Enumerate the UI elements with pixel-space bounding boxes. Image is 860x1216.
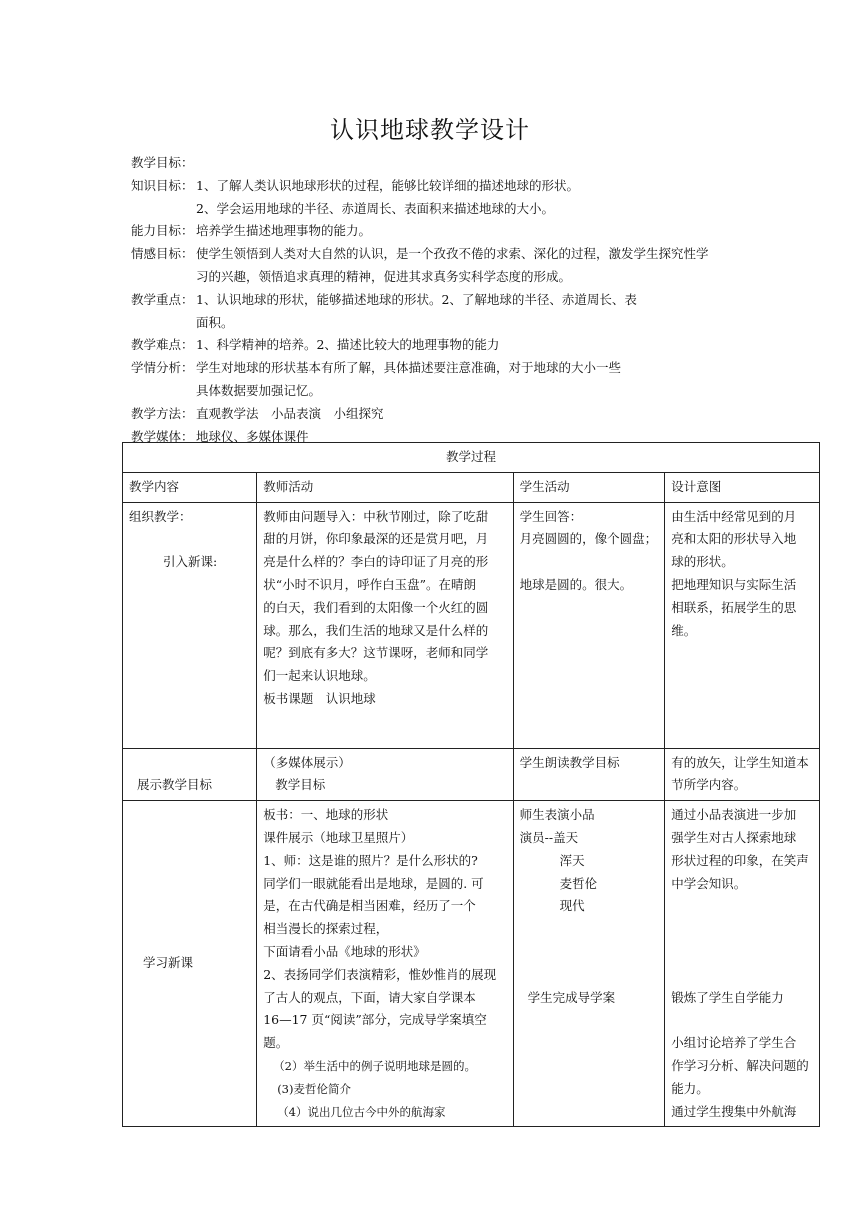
cell-line: 球。那么，我们生活的地球又是什么样的 — [263, 622, 489, 638]
cell-line: 麦哲伦 — [559, 875, 598, 891]
emotion-label: 情感目标： — [131, 246, 194, 262]
cell-line: 1、师：这是谁的照片？是什么形状的? — [263, 852, 478, 868]
cell-intro-design — [665, 502, 820, 748]
objectives-section — [131, 152, 751, 448]
knowledge-text-1: 1、了解人类认识地球形状的过程，能够比较详细的描述地球的形状。 — [196, 177, 579, 193]
cell-line: （4）说出几位古今中外的航海家 — [277, 1104, 446, 1119]
cell-intro-content — [123, 502, 257, 748]
cell-line: 由生活中经常见到的月 — [671, 508, 797, 524]
cell-line: 有的放矢，让学生知道本 — [671, 754, 809, 770]
cell-line: 锻炼了学生自学能力 — [671, 989, 784, 1005]
cell-goals-design — [665, 748, 820, 801]
cell-line: 同学们一眼就能看出是地球，是圆的. 可 — [263, 875, 484, 891]
cell-line: 教师由问题导入：中秋节刚过，除了吃甜 — [263, 508, 489, 524]
document-title: 认识地球教学设计 — [330, 116, 530, 144]
cell-line: 板书：一、地球的形状 — [263, 807, 389, 823]
cell-line: 球的形状。 — [671, 554, 734, 570]
cell-line: 呢？到底有多大？这节课呀，老师和同学 — [263, 645, 489, 661]
cell-text: 引入新课: — [163, 554, 218, 570]
cell-line: 形状过程的印象，在笑声 — [671, 852, 809, 868]
cell-learning-teacher — [257, 801, 513, 1127]
key-text-2: 面积。 — [196, 314, 234, 330]
analysis-text-1: 学生对地球的形状基本有所了解，具体描述要注意准确，对于地球的大小一些 — [196, 360, 622, 376]
cell-line: 了古人的观点，下面，请大家自学课本 — [263, 989, 476, 1005]
cell-goals-teacher — [257, 748, 513, 801]
cell-line: 下面请看小品《地球的形状》 — [263, 943, 426, 959]
header-teacher: 教师活动 — [257, 472, 513, 502]
cell-line: 通过学生搜集中外航海 — [671, 1103, 797, 1119]
cell-line: 是，在古代确是相当困难，经历了一个 — [263, 898, 476, 914]
cell-line: (3)麦哲伦简介 — [277, 1081, 351, 1096]
ability-text: 培养学生描述地理事物的能力。 — [196, 223, 372, 239]
process-table — [122, 442, 820, 1127]
cell-learning-student — [513, 801, 665, 1127]
knowledge-text-2: 2、学会运用地球的半径、赤道周长、表面积来描述地球的大小。 — [196, 200, 554, 216]
cell-line: 甜的月饼，你印象最深的还是赏月吧，月 — [263, 531, 489, 547]
header-content: 教学内容 — [123, 472, 257, 502]
cell-line: 板书课题 认识地球 — [263, 690, 376, 706]
analysis-text-2: 具体数据要加强记忆。 — [196, 382, 322, 398]
cell-line: 们一起来认识地球。 — [263, 668, 376, 684]
cell-line: 亮和太阳的形状导入地 — [671, 531, 797, 547]
cell-line: 16—17 页“阅读”部分，完成导学案填空 — [263, 1012, 487, 1028]
key-text-1: 1、认识地球的形状，能够描述地球的形状。2、了解地球的半径、赤道周长、表 — [196, 291, 637, 307]
difficulty-text: 1、科学精神的培养。2、描述比较大的地理事物的能力 — [196, 337, 500, 353]
emotion-text-1: 使学生领悟到人类对大自然的认识，是一个孜孜不倦的求索、深化的过程，激发学生探究性学 — [196, 246, 709, 262]
header-student: 学生活动 — [513, 472, 665, 502]
table-row-goals — [123, 748, 820, 801]
cell-line: 学生回答： — [519, 508, 583, 524]
cell-line: （2）举生活中的例子说明地球是圆的。 — [273, 1058, 477, 1073]
key-label: 教学重点： — [131, 291, 194, 307]
cell-line: （多媒体展示） — [263, 754, 351, 770]
table-caption: 教学过程 — [123, 443, 820, 473]
cell-goals-student — [513, 748, 665, 801]
cell-learning-content — [123, 801, 257, 1127]
emotion-text-2: 习的兴趣，领悟追求真理的精神，促进其求真务实科学态度的形成。 — [196, 268, 572, 284]
cell-line: 通过小品表演进一步加 — [671, 807, 797, 823]
cell-line: 题。 — [263, 1035, 289, 1051]
cell-line: 相当漫长的探索过程， — [263, 921, 389, 937]
difficulty-label: 教学难点： — [131, 337, 194, 353]
cell-line: 强学生对古人探索地球 — [671, 829, 797, 845]
cell-line: 课件展示（地球卫星照片） — [263, 829, 414, 845]
cell-line: 作学习分析、解决问题的 — [671, 1057, 809, 1073]
cell-text: 学习新课 — [143, 955, 194, 971]
cell-line: 的白天，我们看到的太阳像一个火红的圆 — [263, 599, 489, 615]
cell-intro-student — [513, 502, 665, 748]
cell-line: 小组讨论培养了学生合 — [671, 1035, 797, 1051]
knowledge-label: 知识目标： — [131, 177, 194, 193]
cell-line: 维。 — [671, 622, 697, 638]
cell-line: 亮是什么样的？李白的诗印证了月亮的形 — [263, 554, 489, 570]
table-row-learning — [123, 801, 820, 1127]
cell-line: 师生表演小品 — [519, 807, 595, 823]
cell-line: 学生完成导学案 — [527, 989, 616, 1005]
objectives-heading: 教学目标： — [131, 155, 194, 170]
analysis-label: 学情分析： — [131, 360, 194, 376]
cell-line: 把地理知识与实际生活 — [671, 576, 797, 592]
cell-goals-content — [123, 748, 257, 801]
cell-line: 2、表扬同学们表演精彩，惟妙惟肖的展现 — [263, 966, 497, 982]
cell-line: 节所学内容。 — [671, 777, 747, 793]
ability-label: 能力目标： — [131, 223, 194, 239]
cell-line: 演员--盖天 — [519, 829, 579, 845]
cell-learning-design — [665, 801, 820, 1127]
method-text: 直观教学法 小品表演 小组探究 — [196, 405, 384, 421]
cell-line: 教学目标 — [275, 777, 326, 793]
cell-line: 地球是圆的。很大。 — [519, 576, 633, 592]
cell-line: 月亮圆圆的，像个圆盘； — [519, 531, 658, 547]
cell-line: 能力。 — [671, 1080, 709, 1096]
cell-line: 中学会知识。 — [671, 875, 747, 891]
cell-line: 状“小时不识月，呼作白玉盘”。在晴朗 — [263, 576, 476, 592]
cell-line: 相联系，拓展学生的思 — [671, 599, 797, 615]
media-text: 地球仪、多媒体课件 — [196, 428, 309, 444]
header-design: 设计意图 — [665, 472, 820, 502]
cell-text: 展示教学目标 — [137, 777, 213, 793]
media-label: 教学媒体： — [131, 428, 194, 444]
cell-text: 组织教学： — [129, 508, 192, 524]
table-row-intro — [123, 502, 820, 748]
method-label: 教学方法： — [131, 405, 194, 421]
cell-line: 浑天 — [559, 852, 585, 868]
cell-line: 学生朗读教学目标 — [519, 754, 620, 770]
cell-line: 现代 — [559, 898, 585, 914]
cell-intro-teacher — [257, 502, 513, 748]
